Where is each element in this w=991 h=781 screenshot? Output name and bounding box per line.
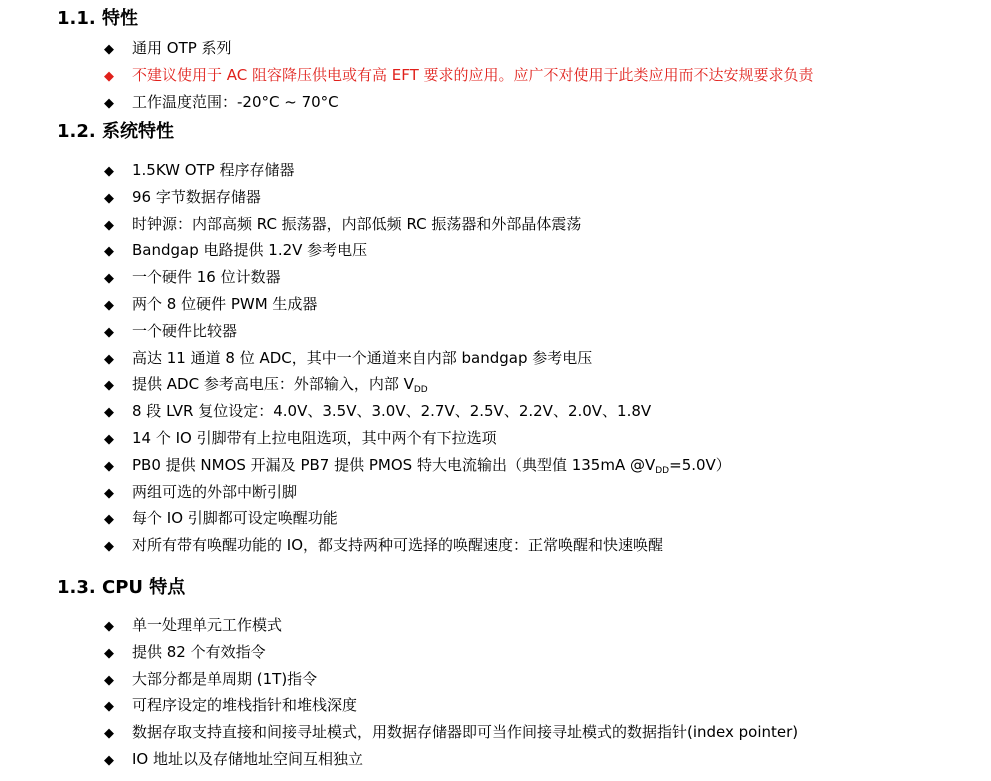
list-item: ◆ 提供 ADC 参考高电压：外部输入，内部 $V_{DD}$ (104, 371, 731, 398)
diamond-bullet-icon: ◆ (104, 726, 114, 742)
list-item: ◆ 通用 OTP 系列 (104, 35, 814, 62)
list-item: ◆ 可程序设定的堆栈指针和堆栈深度 (104, 692, 798, 719)
list-item: ◆ 提供 82 个有效指令 (104, 639, 798, 666)
diamond-bullet-icon: ◆ (104, 619, 114, 634)
list-item: ◆ 一个硬件 16 位计数器 (104, 264, 731, 291)
diamond-bullet-icon: ◆ (104, 378, 114, 394)
list-item: ◆ 对所有带有唤醒功能的 IO，都支持两种可选择的唤醒速度：正常唤醒和快速唤醒 (104, 532, 731, 559)
diamond-bullet-icon: ◆ (104, 244, 114, 260)
list-item: ◆ IO 地址以及存储地址空间互相独立 (104, 746, 798, 773)
diamond-bullet-icon: ◆ (104, 217, 114, 233)
section-heading-1-2 (57, 121, 174, 143)
section-title: CPU 特点 (102, 577, 186, 598)
list-item: ◆ 两组可选的外部中断引脚 (104, 479, 731, 506)
list-item: ◆ Bandgap 电路提供 1.2V 参考电压 (104, 237, 731, 264)
diamond-bullet-icon: ◆ (104, 485, 114, 501)
diamond-bullet-icon: ◆ (104, 297, 114, 313)
diamond-bullet-icon: ◆ (104, 405, 114, 421)
list-item-warning: ◆ 不建议使用于 AC 阻容降压供电或有高 EFT 要求的应用。应广不对使用于此类应用而不达安规要求负责 (104, 62, 814, 89)
diamond-bullet-icon: ◆ (104, 68, 114, 84)
feature-list-1-2 (104, 157, 731, 559)
list-item: ◆ 1.5KW OTP 程序存储器 (104, 157, 731, 184)
list-item: ◆ 大部分都是单周期 (1T)指令 (104, 666, 798, 693)
subscript-dd: DD (655, 465, 670, 476)
section-number: 1.1. (57, 8, 96, 29)
list-item: ◆ 96 字节数据存储器 (104, 184, 731, 211)
list-item: ◆ 8 段 LVR 复位设定：4.0V、3.5V、3.0V、2.7V、2.5V、2.2V、2.0V、1.8V (104, 398, 731, 425)
diamond-bullet-icon: ◆ (104, 645, 114, 661)
diamond-bullet-icon: ◆ (104, 539, 114, 555)
diamond-bullet-icon: ◆ (104, 351, 114, 367)
section-heading-1-1 (57, 8, 138, 30)
list-item: ◆ 数据存取支持直接和间接寻址模式，用数据存储器即可当作间接寻址模式的数据指针(index pointer) (104, 719, 798, 746)
diamond-bullet-icon: ◆ (104, 164, 114, 179)
diamond-bullet-icon: ◆ (104, 752, 114, 768)
section-heading-1-3 (57, 577, 185, 599)
diamond-bullet-icon: ◆ (104, 324, 114, 340)
diamond-bullet-icon: ◆ (104, 458, 114, 474)
section-number: 1.2. (57, 121, 96, 142)
diamond-bullet-icon: ◆ (104, 42, 114, 57)
list-item: ◆ 工作温度范围：-20°C ~ 70°C (104, 89, 814, 116)
section-title: 系统特性 (102, 121, 174, 142)
list-item: ◆ 两个 8 位硬件 PWM 生成器 (104, 291, 731, 318)
diamond-bullet-icon: ◆ (104, 271, 114, 287)
diamond-bullet-icon: ◆ (104, 699, 114, 715)
list-item: ◆ 每个 IO 引脚都可设定唤醒功能 (104, 505, 731, 532)
list-item: ◆ 一个硬件比较器 (104, 318, 731, 345)
diamond-bullet-icon: ◆ (104, 431, 114, 447)
feature-list-1-3 (104, 612, 798, 773)
subscript-dd: DD (413, 385, 428, 396)
diamond-bullet-icon: ◆ (104, 672, 114, 688)
list-item: ◆ 高达 11 通道 8 位 ADC，其中一个通道来自内部 bandgap 参考电压 (104, 345, 731, 372)
section-title: 特性 (102, 8, 138, 29)
diamond-bullet-icon: ◆ (104, 512, 114, 528)
list-item: ◆ 时钟源：内部高频 RC 振荡器，内部低频 RC 振荡器和外部晶体震荡 (104, 211, 731, 238)
section-number: 1.3. (57, 577, 96, 598)
list-item: ◆ 14 个 IO 引脚带有上拉电阻选项，其中两个有下拉选项 (104, 425, 731, 452)
feature-list-1-1 (104, 35, 814, 115)
list-item: ◆ 单一处理单元工作模式 (104, 612, 798, 639)
diamond-bullet-icon: ◆ (104, 95, 114, 111)
list-item: ◆ PB0 提供 NMOS 开漏及 PB7 提供 PMOS 特大电流输出（典型值 135mA $@V_{DD}=5.0V$） (104, 452, 731, 479)
diamond-bullet-icon: ◆ (104, 190, 114, 206)
